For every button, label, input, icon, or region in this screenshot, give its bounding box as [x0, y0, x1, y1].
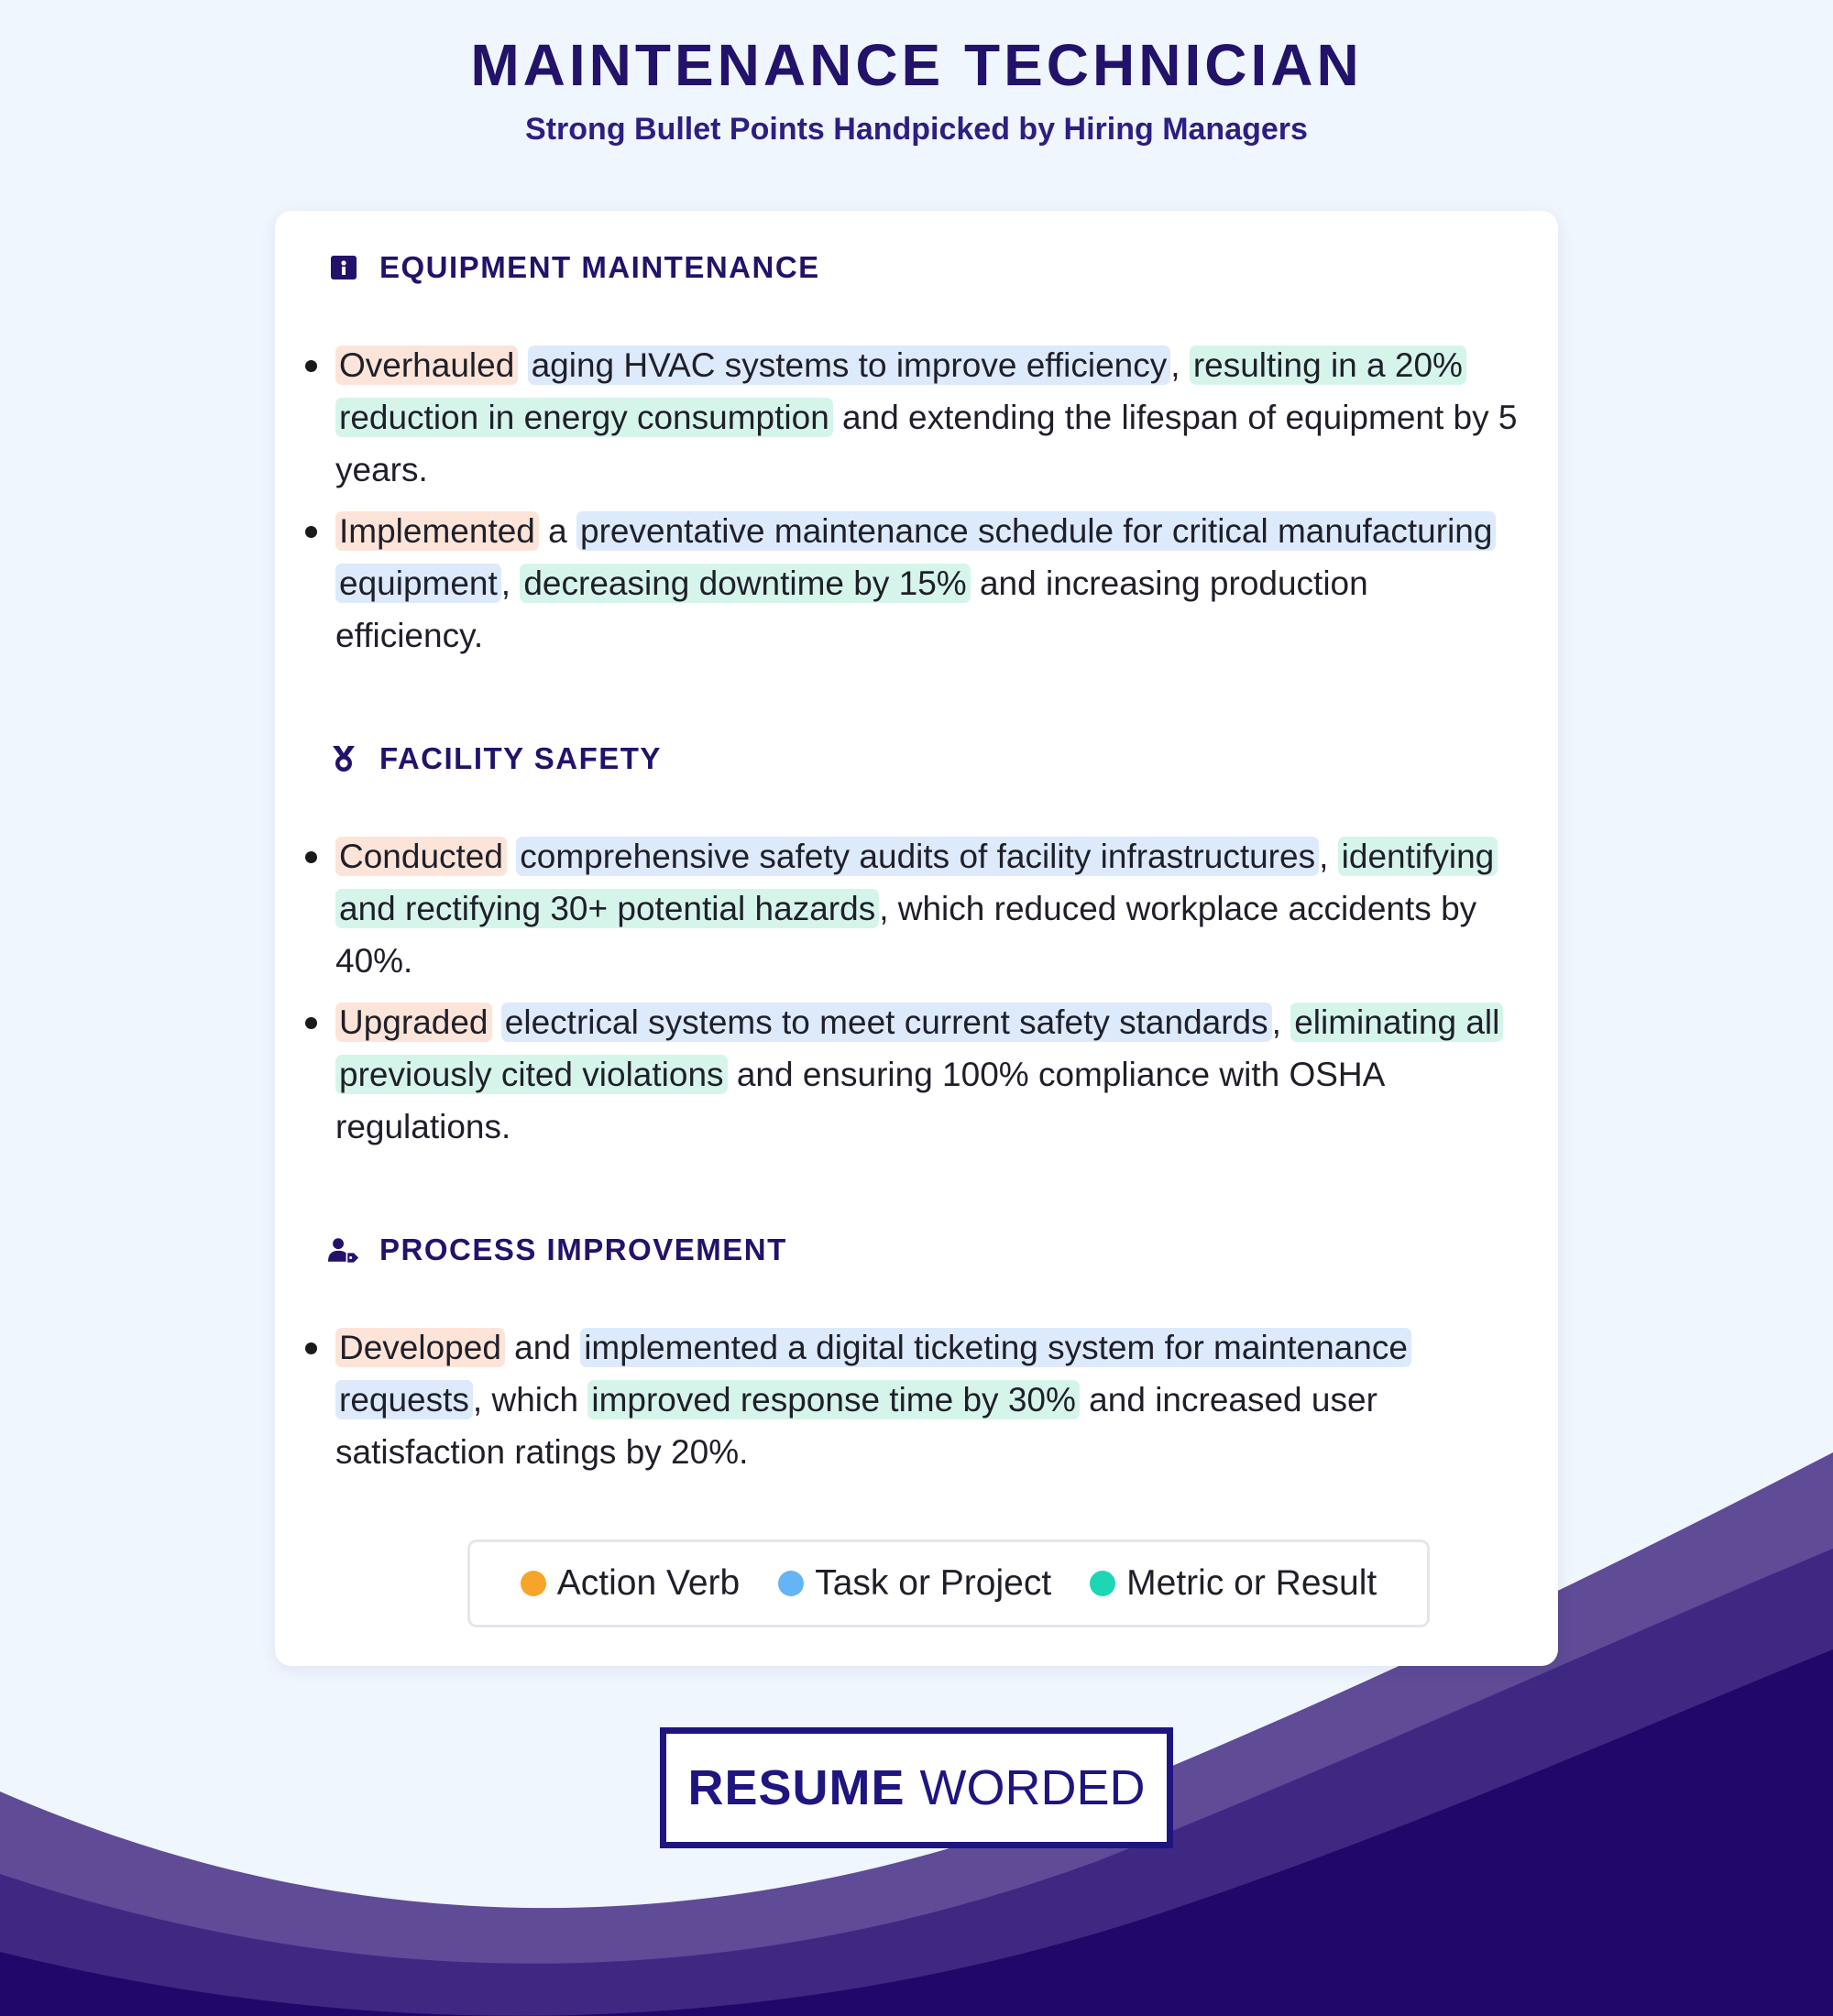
plain-text: ,: [1170, 346, 1190, 384]
metric-or-result: improved response time by 30%: [587, 1380, 1080, 1419]
action-verb: Overhauled: [335, 345, 518, 385]
legend-label: Action Verb: [556, 1563, 741, 1603]
bullet-list: [275, 1321, 1558, 1478]
action-verb: Conducted: [335, 837, 507, 876]
section-title: FACILITY SAFETY: [379, 741, 662, 775]
plain-text: ,: [500, 564, 521, 602]
section-header: [328, 737, 1558, 781]
highlight-legend: [467, 1539, 1430, 1627]
section-facility-safety: [275, 737, 1558, 1162]
page-header: [0, 31, 1833, 148]
task-or-project: preventative maintenance schedule for critical manufacturing equipment: [335, 511, 1496, 603]
plain-text: , which: [472, 1381, 588, 1419]
task-or-project: implemented a digital ticketing system for maintenance requests: [335, 1328, 1411, 1419]
metric-or-result: resulting in a 20% reduction in energy consumption: [335, 345, 1466, 437]
bullet-item: [335, 339, 1518, 496]
action-verb: Developed: [335, 1328, 505, 1367]
user-tag-icon: [328, 1234, 359, 1265]
bullet-list: [275, 830, 1558, 1153]
plain-text: and ensuring 100% compliance with OSHA regulations.: [335, 1056, 1384, 1145]
page-subtitle: Strong Bullet Points Handpicked by Hiring Managers: [525, 112, 1308, 147]
section-header: [328, 1228, 1558, 1272]
metric-or-result: eliminating all previously cited violations: [335, 1003, 1503, 1094]
metric-or-result: identifying and rectifying 30+ potential hazards: [335, 837, 1498, 928]
medal-icon: [328, 743, 359, 774]
plain-text: [518, 346, 527, 384]
logo-bold-text: RESUME: [687, 1760, 906, 1815]
legend-label: Task or Project: [815, 1563, 1052, 1603]
plain-text: ,: [1271, 1003, 1291, 1041]
plain-text: ,: [1319, 838, 1338, 875]
resume-worded-logo[interactable]: [660, 1727, 1173, 1848]
section-header: [328, 246, 1558, 290]
bullet-points-card: [275, 211, 1558, 1666]
section-equipment-maintenance: [275, 246, 1558, 671]
plain-text: and increased user satisfaction ratings by 20%.: [335, 1381, 1377, 1471]
plain-text: a: [538, 512, 577, 550]
plain-text: [492, 1003, 501, 1041]
page-title: MAINTENANCE TECHNICIAN: [470, 32, 1363, 98]
plain-text: and: [504, 1329, 581, 1366]
section-title: PROCESS IMPROVEMENT: [379, 1233, 787, 1266]
legend-dot: [778, 1571, 804, 1596]
legend-dot: [1090, 1571, 1115, 1596]
bullet-item: [335, 996, 1518, 1153]
bullet-item: [335, 1321, 1518, 1478]
logo-regular-text: WORDED: [919, 1760, 1146, 1815]
plain-text: and extending the lifespan of equipment by 5 years.: [335, 399, 1518, 488]
task-or-project: electrical systems to meet current safety standards: [501, 1003, 1272, 1042]
plain-text: , which reduced workplace accidents by 40%.: [335, 890, 1477, 980]
bullet-list: [275, 339, 1558, 662]
legend-dot: [521, 1571, 546, 1596]
plain-text: [507, 838, 516, 875]
action-verb: Upgraded: [335, 1003, 492, 1042]
section-process-improvement: [275, 1228, 1558, 1487]
legend-item-task-or-project: [778, 1563, 1051, 1604]
task-or-project: comprehensive safety audits of facility infrastructures: [516, 837, 1319, 876]
id-badge-icon: [328, 252, 359, 283]
action-verb: Implemented: [335, 511, 539, 551]
section-title: EQUIPMENT MAINTENANCE: [379, 250, 820, 284]
legend-item-metric-or-result: [1090, 1563, 1377, 1604]
plain-text: and increasing production efficiency.: [335, 564, 1368, 654]
metric-or-result: decreasing downtime by 15%: [520, 564, 970, 603]
legend-label: Metric or Result: [1126, 1563, 1377, 1603]
task-or-project: aging HVAC systems to improve efficiency: [528, 345, 1171, 385]
legend-item-action-verb: [521, 1563, 740, 1604]
bullet-item: [335, 830, 1518, 987]
bullet-item: [335, 505, 1518, 662]
